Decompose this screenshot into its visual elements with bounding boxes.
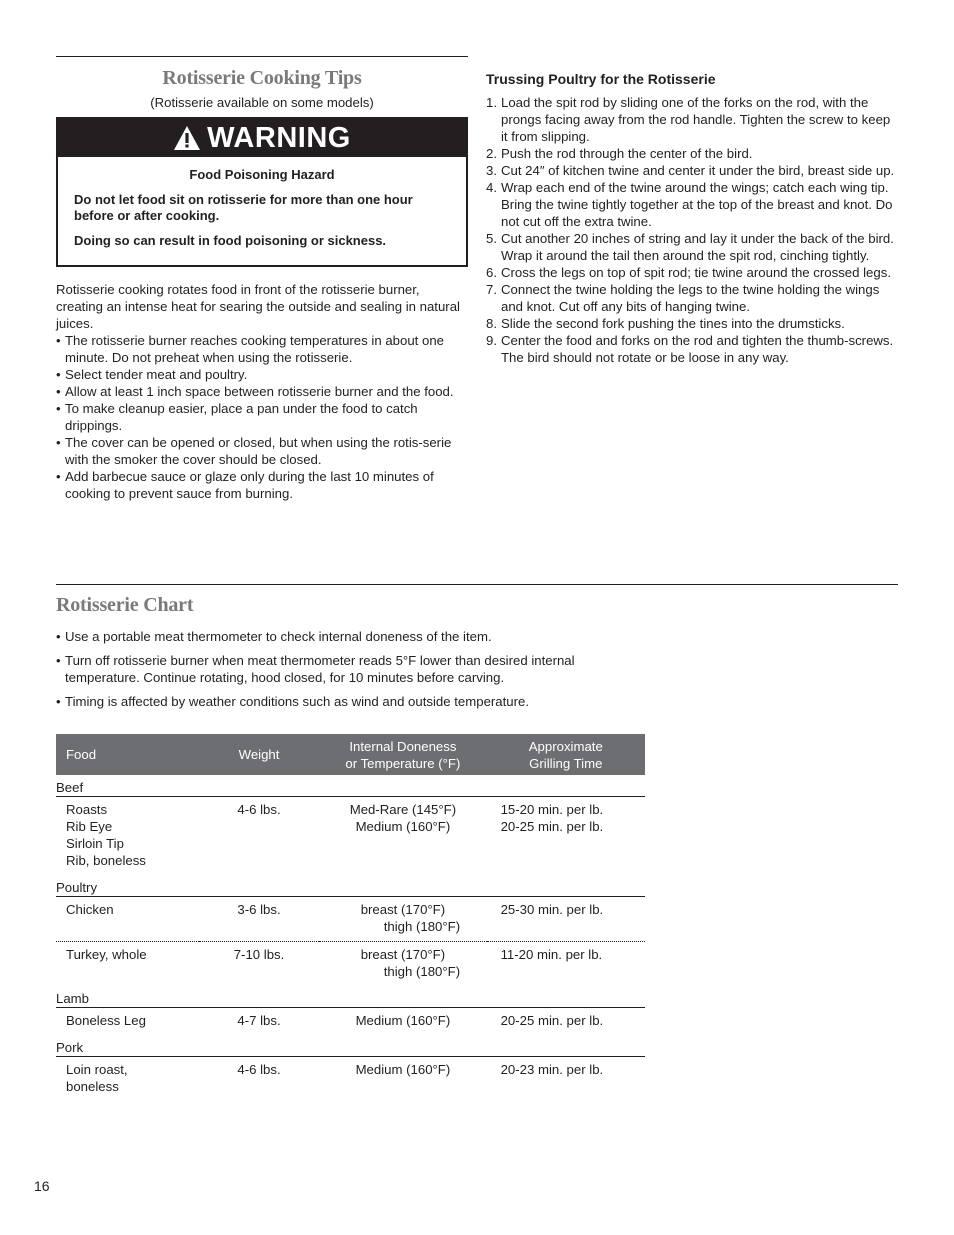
step-text: Cross the legs on top of spit rod; tie twine around the crossed legs. — [501, 265, 891, 280]
list-item — [486, 145, 898, 162]
trussing-steps — [486, 94, 898, 366]
list-item — [486, 281, 898, 315]
trussing-section — [486, 70, 898, 366]
temperature-cell: breast (170°F) — [360, 947, 446, 962]
table-row — [56, 1008, 645, 1036]
category-row-poultry — [56, 875, 645, 897]
chart-notes — [56, 628, 616, 710]
category-label: Lamb — [56, 986, 645, 1008]
step-text: Slide the second fork pushing the tines into the drumsticks. — [501, 316, 845, 331]
top-rule — [56, 56, 468, 57]
rotisserie-tips-section — [56, 66, 468, 502]
header-time-line1: Approximate — [528, 738, 603, 754]
list-item: • The cover can be opened or closed, but when using the rotis-serie with the smoker the cover should be closed. — [56, 434, 468, 468]
hazard-title: Food Poisoning Hazard — [189, 167, 335, 182]
list-item: • Turn off rotisserie burner when meat thermometer reads 5°F lower than desired internal temperature. Continue rotating, hood closed, for 10 minutes before carving. — [56, 652, 616, 686]
tips-title: Rotisserie Cooking Tips — [162, 67, 362, 89]
warning-triangle-icon — [173, 125, 201, 151]
list-item: • The rotisserie burner reaches cooking temperatures in about one minute. Do not preheat when using the rotisserie. — [56, 332, 468, 366]
list-item: • Timing is affected by weather conditions such as wind and outside temperature. — [56, 693, 616, 710]
temperature-cell: Medium (160°F) — [355, 819, 451, 834]
rotisserie-chart-table — [56, 734, 645, 1101]
food-cell: Roasts — [66, 802, 108, 817]
food-cell: boneless — [66, 1079, 119, 1094]
header-temp-line1: Internal Doneness — [349, 738, 457, 754]
step-text: Connect the twine holding the legs to the twine holding the wings and knot. Cut off any bits of hanging twine. — [501, 282, 880, 314]
list-item — [486, 264, 898, 281]
step-number: 9. — [486, 333, 497, 348]
warning-text-2: Doing so can result in food poisoning or sickness. — [74, 232, 387, 248]
list-item — [486, 315, 898, 332]
list-item: • Allow at least 1 inch space between rotisserie burner and the food. — [56, 383, 468, 400]
trussing-title: Trussing Poultry for the Rotisserie — [486, 71, 716, 87]
weight-cell: 4-7 lbs. — [237, 1013, 281, 1028]
list-item — [486, 179, 898, 230]
category-label: Beef — [56, 775, 645, 797]
food-cell: Rib, boneless — [66, 853, 146, 868]
tips-list — [56, 332, 468, 502]
food-cell: Sirloin Tip — [66, 836, 124, 851]
weight-cell: 7-10 lbs. — [233, 947, 285, 962]
step-number: 6. — [486, 265, 497, 280]
step-text: Center the food and forks on the rod and tighten the thumb-screws. The bird should not rotate or be loose in any way. — [501, 333, 894, 365]
temperature-cell: Med-Rare (145°F) — [349, 802, 457, 817]
category-row-beef — [56, 775, 645, 797]
step-text: Push the rod through the center of the bird. — [501, 146, 753, 161]
page-number: 16 — [34, 1178, 50, 1194]
list-item — [486, 94, 898, 145]
list-item: • To make cleanup easier, place a pan under the food to catch drippings. — [56, 400, 468, 434]
warning-text-1: Do not let food sit on rotisserie for more than one hour before or after cooking. — [74, 191, 413, 223]
step-number: 8. — [486, 316, 497, 331]
step-text: Load the spit rod by sliding one of the forks on the rod, with the prongs facing away from the rod handle. Tighten the screw to keep it from slipping. — [501, 95, 891, 144]
food-cell: Loin roast, — [66, 1062, 128, 1077]
chart-title: Rotisserie Chart — [56, 594, 194, 616]
list-item: • Use a portable meat thermometer to check internal doneness of the item. — [56, 628, 616, 645]
weight-cell: 4-6 lbs. — [237, 1062, 281, 1077]
food-cell: Turkey, whole — [66, 947, 147, 962]
temperature-cell: thigh (180°F) — [383, 964, 461, 979]
table-header-row — [56, 734, 645, 775]
table-row — [56, 942, 645, 987]
weight-cell: 3-6 lbs. — [199, 897, 319, 942]
warning-bar — [58, 119, 466, 157]
header-temperature — [319, 734, 486, 775]
step-number: 7. — [486, 282, 497, 297]
temperature-cell: Medium (160°F) — [355, 1062, 451, 1077]
food-cell: Chicken — [56, 897, 199, 942]
step-number: 2. — [486, 146, 497, 161]
category-label: Poultry — [56, 875, 645, 897]
step-text: Cut 24″ of kitchen twine and center it under the bird, breast side up. — [501, 163, 895, 178]
time-cell: 11-20 min. per lb. — [500, 947, 603, 962]
step-number: 3. — [486, 163, 497, 178]
tips-intro: Rotisserie cooking rotates food in front of the rotisserie burner, creating an intense heat for searing the outside and sealing in natural juices. — [56, 282, 460, 331]
header-temp-line2: or Temperature (°F) — [345, 755, 461, 771]
rotisserie-chart-section — [56, 593, 898, 717]
warning-body — [58, 157, 466, 265]
list-item — [486, 332, 898, 366]
food-cell: Boneless Leg — [66, 1013, 146, 1028]
availability-note: (Rotisserie available on some models) — [150, 95, 374, 110]
list-item — [486, 162, 898, 179]
time-cell: 20-23 min. per lb. — [500, 1062, 604, 1077]
step-text: Wrap each end of the twine around the wings; catch each wing tip. Bring the twine tightly together at the top of the breast and knot. Do not cut off the extra twine. — [501, 180, 893, 229]
time-cell: 25-30 min. per lb. — [487, 897, 645, 942]
temperature-cell: thigh (180°F) — [383, 919, 461, 934]
category-label: Pork — [56, 1035, 645, 1057]
step-text: Cut another 20 inches of string and lay it under the back of the bird. Wrap it around the tail then around the spit rod, cinching tightly. — [501, 231, 894, 263]
table-row — [56, 797, 645, 876]
list-item: • Select tender meat and poultry. — [56, 366, 468, 383]
table-row — [56, 897, 645, 942]
table-row — [56, 1057, 645, 1102]
time-cell: 20-25 min. per lb. — [500, 1013, 604, 1028]
header-time — [487, 734, 645, 775]
step-number: 4. — [486, 180, 497, 195]
list-item: • Add barbecue sauce or glaze only during the last 10 minutes of cooking to prevent sauce from burning. — [56, 468, 468, 502]
time-cell: 15-20 min. per lb. — [500, 802, 604, 817]
weight-cell: 4-6 lbs. — [237, 802, 281, 817]
step-number: 1. — [486, 95, 497, 110]
header-weight: Weight — [199, 734, 319, 775]
header-time-line2: Grilling Time — [529, 755, 603, 771]
section-rule — [56, 584, 898, 585]
step-number: 5. — [486, 231, 497, 246]
category-row-pork — [56, 1035, 645, 1057]
list-item — [486, 230, 898, 264]
warning-label: WARNING — [207, 122, 351, 154]
warning-box — [56, 117, 468, 267]
category-row-lamb — [56, 986, 645, 1008]
time-cell: 20-25 min. per lb. — [500, 819, 604, 834]
temperature-cell: Medium (160°F) — [355, 1013, 451, 1028]
temperature-cell: breast (170°F) — [360, 902, 446, 917]
header-food: Food — [56, 734, 199, 775]
food-cell: Rib Eye — [66, 819, 113, 834]
